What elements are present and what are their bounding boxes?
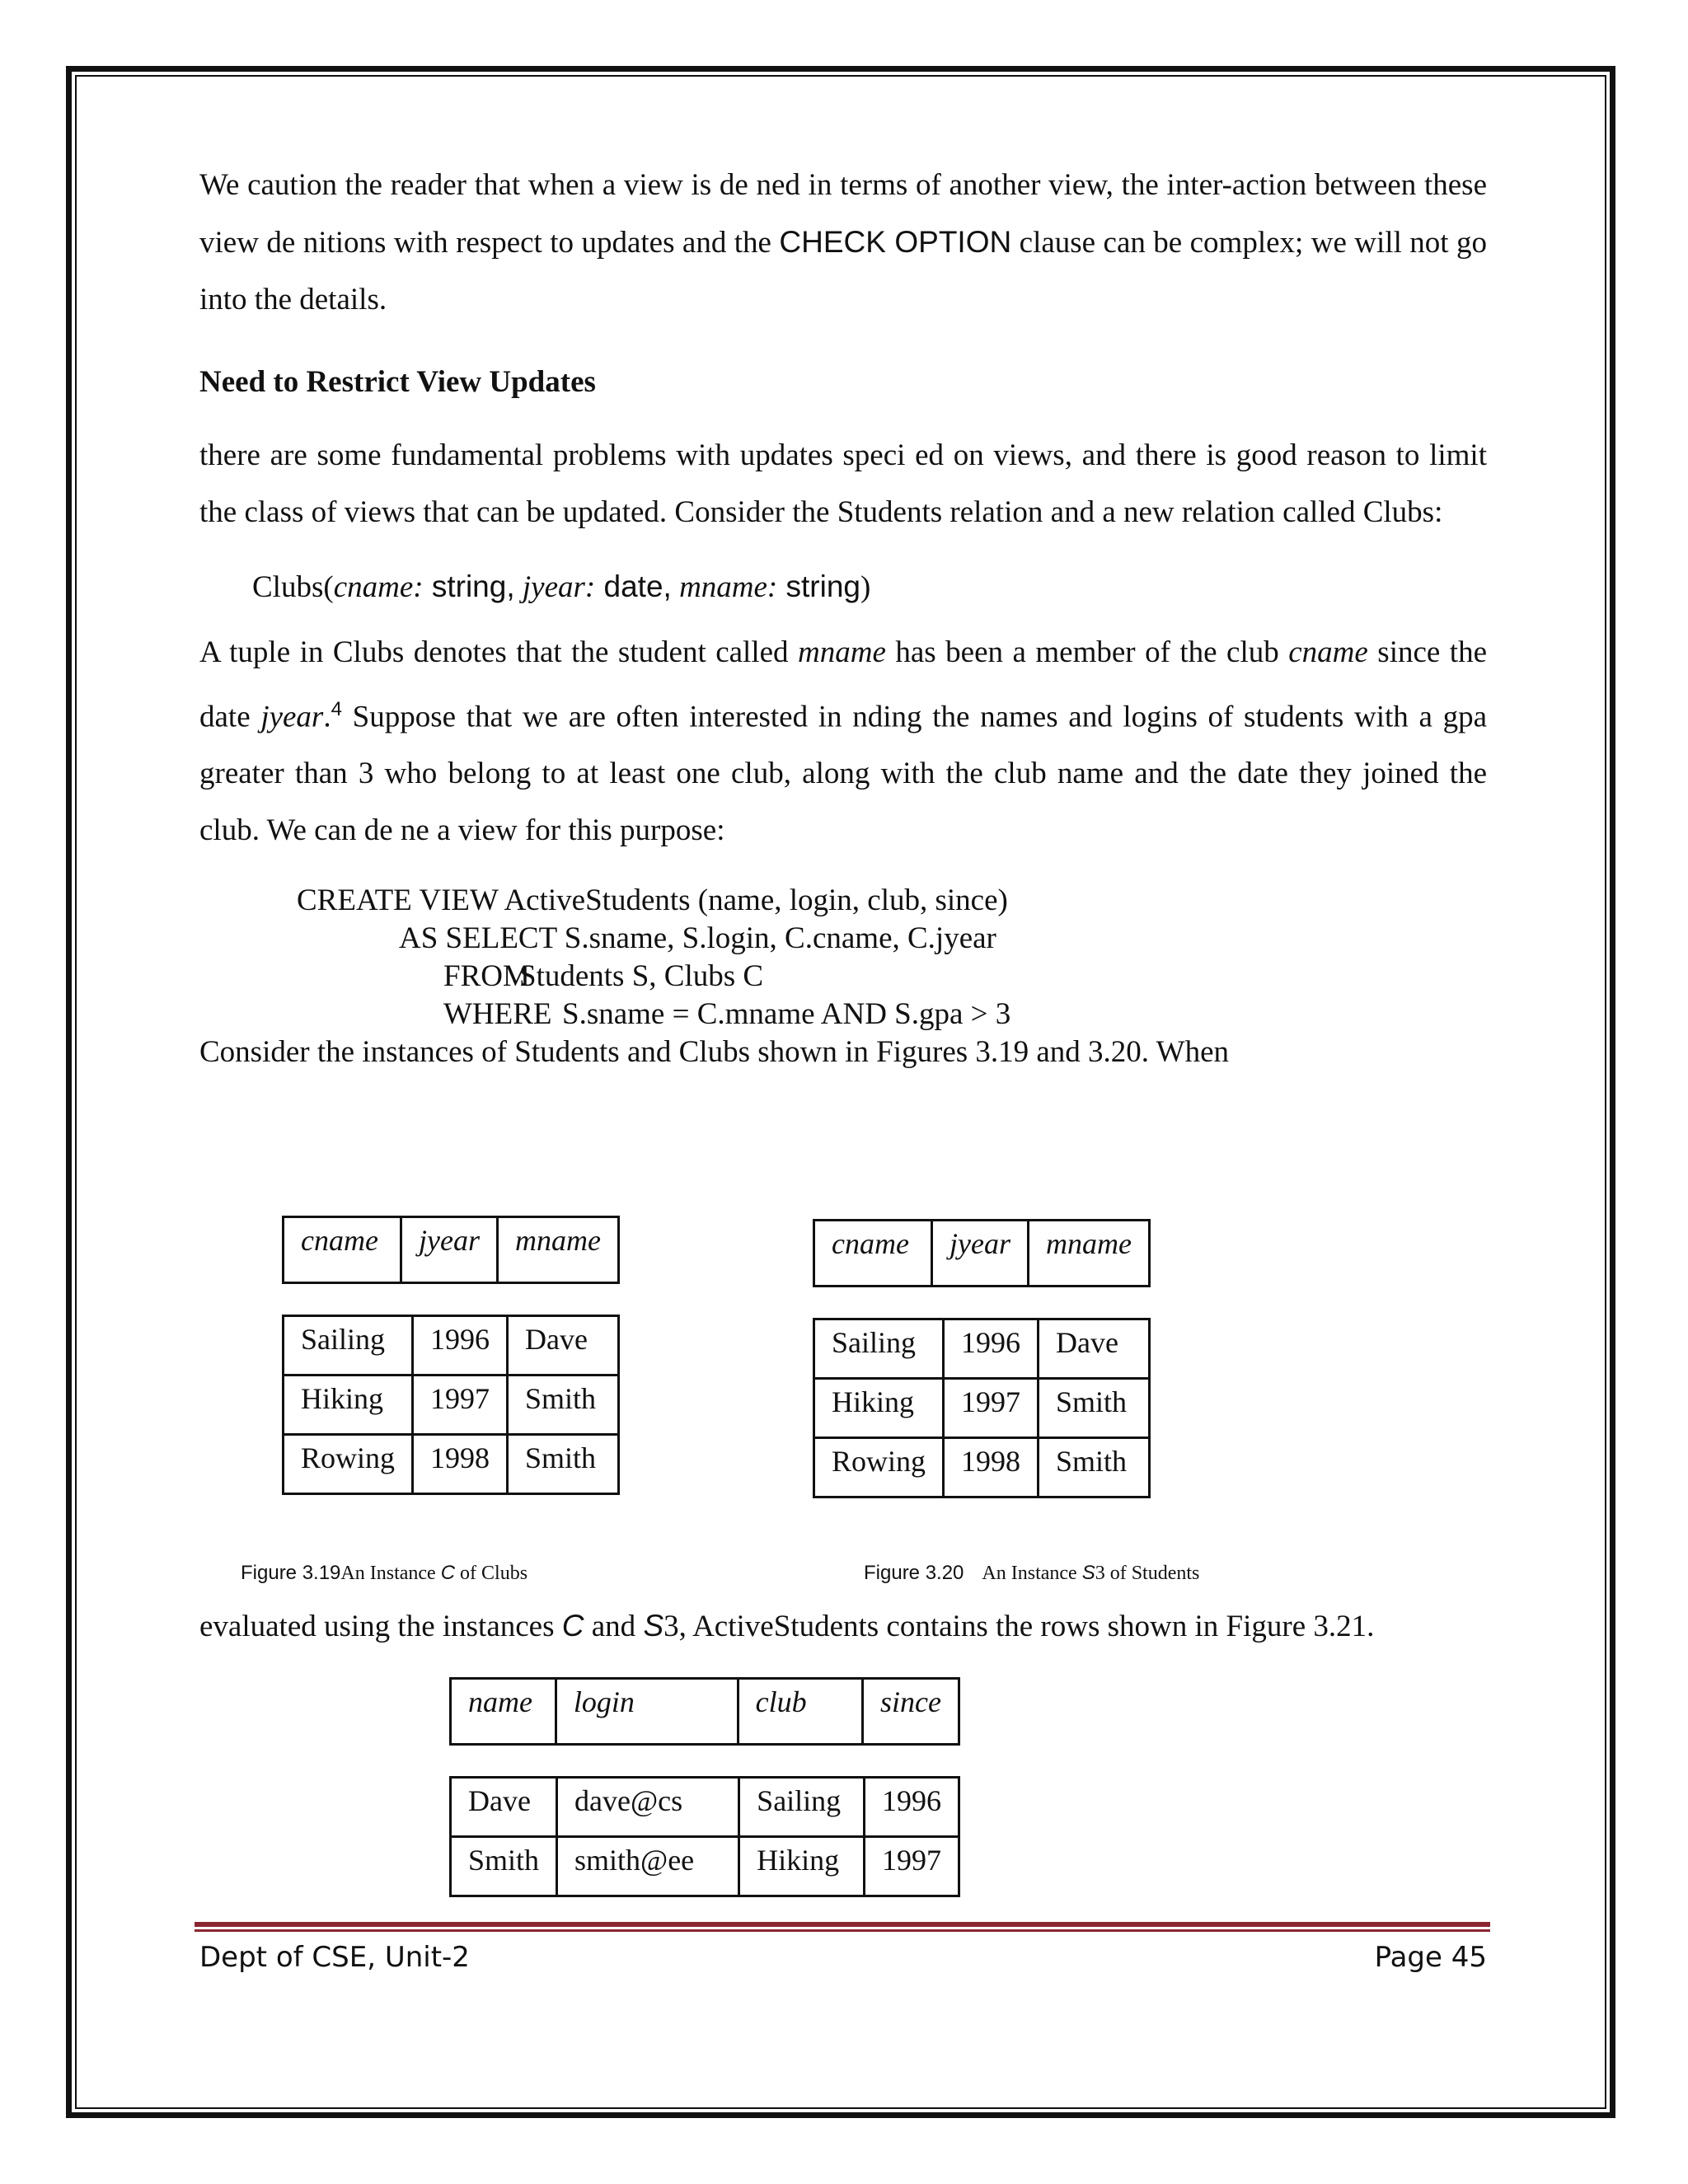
sql-line: CREATE VIEW ActiveStudents (name, login, club, since) (297, 883, 1008, 918)
column-header: cname (284, 1217, 401, 1283)
figure-caption-3-20: Figure 3.20 An Instance S3 of Students (864, 1562, 1200, 1584)
column-header: name (451, 1679, 556, 1745)
footer-page-number: Page 45 (1374, 1941, 1487, 1974)
footer-divider-thin (195, 1929, 1490, 1932)
table-row: Hiking 1997 Smith (284, 1376, 619, 1435)
table-row: Smith smith@ee Hiking 1997 (451, 1837, 959, 1896)
paragraph-caution (199, 157, 1487, 328)
sql-line: WHERE S.sname = C.mname AND S.gpa > 3 (443, 997, 1011, 1032)
check-option-keyword: CHECK OPTION (779, 225, 1012, 259)
clubs-table-body (282, 1315, 620, 1495)
column-header: mname (1029, 1221, 1150, 1286)
active-students-table-header (449, 1677, 960, 1746)
column-header: login (556, 1679, 738, 1745)
footer-department: Dept of CSE, Unit-2 (199, 1941, 470, 1974)
consider-line: Consider the instances of Students and Clubs shown in Figures 3.19 and 3.20. When (199, 1035, 1229, 1070)
table-row: Dave dave@cs Sailing 1996 (451, 1778, 959, 1837)
footnote-marker: 4 (331, 698, 342, 720)
paragraph-fundamental-problems: there are some fundamental problems with updates speci ed on views, and there is good reason to limit the class of views that can be updated. Consider the Students relation and a new relation called Clubs: (199, 438, 1487, 529)
figure-caption-3-19: Figure 3.19An Instance C of Clubs (241, 1562, 528, 1584)
paragraph-text: We caution the reader that when a view is de ned in terms of another view, the inter-action between these view de nitions with respect to updates and the (199, 168, 1487, 260)
column-header: mname (498, 1217, 619, 1283)
sql-line: AS SELECT S.sname, S.login, C.cname, C.jyear (399, 921, 996, 956)
column-header: cname (814, 1221, 932, 1286)
column-header: jyear (401, 1217, 498, 1283)
table-row: Rowing 1998 Smith (284, 1435, 619, 1494)
sql-view-definition (199, 882, 1487, 1033)
sql-line: FROMStudents S, Clubs C (443, 959, 764, 994)
column-header: jyear (932, 1221, 1029, 1286)
paragraph-text: clause can be complex; we will not go into the details. (199, 226, 1488, 316)
table-row: Rowing 1998 Smith (814, 1438, 1150, 1497)
table-row: Hiking 1997 Smith (814, 1379, 1150, 1438)
students-table-body (813, 1318, 1151, 1498)
table-row: Sailing 1996 Dave (284, 1316, 619, 1376)
evaluated-line: evaluated using the instances C and S3, ActiveStudents contains the rows shown in Figure 3.21. (199, 1609, 1375, 1643)
column-header: since (863, 1679, 959, 1745)
column-header: club (738, 1679, 862, 1745)
paragraph-tuple-description: A tuple in Clubs denotes that the student called mname has been a member of the club cname since the date jyear.$^4$ Suppose that we are often interested in nding the names and logins of students with a gpa greater than 3 who belong to at least one club, along with the club name and the date they joined the club. We can de ne a view for this purpose: (199, 635, 1487, 848)
section-heading: Need to Restrict View Updates (199, 365, 596, 399)
table-row: Sailing 1996 Dave (814, 1319, 1150, 1379)
clubs-relation-schema: Clubs(cname: string, jyear: date, mname: string) (252, 569, 871, 604)
clubs-table-header (282, 1216, 620, 1284)
students-table-header (813, 1219, 1151, 1287)
page-content (199, 157, 1487, 1071)
footer-divider (195, 1922, 1490, 1927)
active-students-table-body (449, 1776, 960, 1897)
